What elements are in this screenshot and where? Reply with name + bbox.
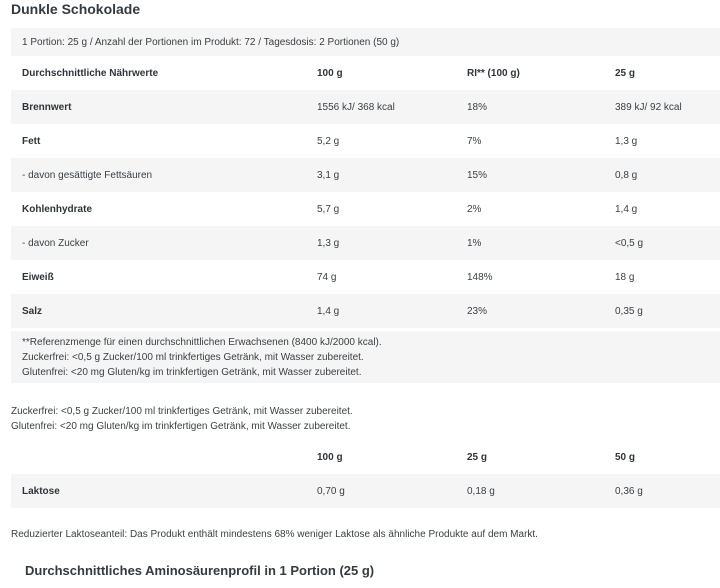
- table-row: [11, 474, 720, 508]
- value-25g: 0,35 g: [604, 294, 720, 328]
- lactose-label: Laktose: [11, 474, 306, 508]
- value-ri: 1%: [456, 226, 604, 260]
- header-100g: 100 g: [306, 440, 456, 474]
- lactose-table: [11, 440, 720, 508]
- nutrient-label: Salz: [11, 294, 306, 328]
- header-100g: 100 g: [306, 56, 456, 90]
- footnote-gluten-free: Glutenfrei: <20 mg Gluten/kg im trinkfertigen Getränk, mit Wasser zubereitet.: [22, 367, 362, 378]
- table-row: [11, 294, 720, 328]
- nutrient-label: Brennwert: [11, 90, 306, 124]
- nutrient-label: Fett: [11, 124, 306, 158]
- nutrient-label: Eiweiß: [11, 260, 306, 294]
- value-ri: 23%: [456, 294, 604, 328]
- header-empty: [11, 440, 306, 474]
- footnote-ri: **Referenzmenge für einen durchschnittlichen Erwachsenen (8400 kJ/2000 kcal).: [22, 337, 382, 348]
- value-50g: 0,36 g: [604, 474, 720, 508]
- value-100g: 5,7 g: [306, 192, 456, 226]
- nutrient-label: - davon Zucker: [11, 226, 306, 260]
- value-100g: 74 g: [306, 260, 456, 294]
- value-25g: <0,5 g: [604, 226, 720, 260]
- value-100g: 1,3 g: [306, 226, 456, 260]
- nutrient-label: Kohlenhydrate: [11, 192, 306, 226]
- header-nutrient: Durchschnittliche Nährwerte: [11, 56, 306, 90]
- table-row: [11, 192, 720, 226]
- header-25g: 25 g: [604, 56, 720, 90]
- header-25g: 25 g: [456, 440, 604, 474]
- note-sugar-free: Zuckerfrei: <0,5 g Zucker/100 ml trinkfertiges Getränk, mit Wasser zubereitet.: [11, 406, 353, 417]
- table-row: [11, 90, 720, 124]
- portion-info: 1 Portion: 25 g / Anzahl der Portionen im Produkt: 72 / Tagesdosis: 2 Portionen (50 g): [22, 37, 400, 48]
- table-row: [11, 226, 720, 260]
- table-row: [11, 260, 720, 294]
- value-ri: 15%: [456, 158, 604, 192]
- footnotes-panel: [11, 331, 720, 383]
- value-100g: 3,1 g: [306, 158, 456, 192]
- value-25g: 389 kJ/ 92 kcal: [604, 90, 720, 124]
- value-25g: 0,8 g: [604, 158, 720, 192]
- header-50g: 50 g: [604, 440, 720, 474]
- value-ri: 148%: [456, 260, 604, 294]
- table-row: [11, 158, 720, 192]
- nutrition-header-row: [11, 56, 720, 90]
- value-ri: 2%: [456, 192, 604, 226]
- value-ri: 18%: [456, 90, 604, 124]
- value-25g: 18 g: [604, 260, 720, 294]
- value-100g: 1,4 g: [306, 294, 456, 328]
- product-title: Dunkle Schokolade: [11, 1, 141, 17]
- lactose-note: Reduzierter Laktoseanteil: Das Produkt enthält mindestens 68% weniger Laktose als ähnliche Produkte auf dem Markt.: [11, 529, 538, 540]
- nutrient-label: - davon gesättigte Fettsäuren: [11, 158, 306, 192]
- value-100g: 1556 kJ/ 368 kcal: [306, 90, 456, 124]
- value-100g: 5,2 g: [306, 124, 456, 158]
- amino-acid-heading: Durchschnittliches Aminosäurenprofil in 1 Portion (25 g): [25, 563, 375, 578]
- value-ri: 7%: [456, 124, 604, 158]
- value-25g: 0,18 g: [456, 474, 604, 508]
- note-gluten-free: Glutenfrei: <20 mg Gluten/kg im trinkfertigen Getränk, mit Wasser zubereitet.: [11, 421, 351, 432]
- value-100g: 0,70 g: [306, 474, 456, 508]
- table-row: [11, 124, 720, 158]
- value-25g: 1,4 g: [604, 192, 720, 226]
- value-25g: 1,3 g: [604, 124, 720, 158]
- header-ri: RI** (100 g): [456, 56, 604, 90]
- lactose-header-row: [11, 440, 720, 474]
- footnote-sugar-free: Zuckerfrei: <0,5 g Zucker/100 ml trinkfertiges Getränk, mit Wasser zubereitet.: [22, 352, 364, 363]
- nutrition-table: [11, 56, 720, 328]
